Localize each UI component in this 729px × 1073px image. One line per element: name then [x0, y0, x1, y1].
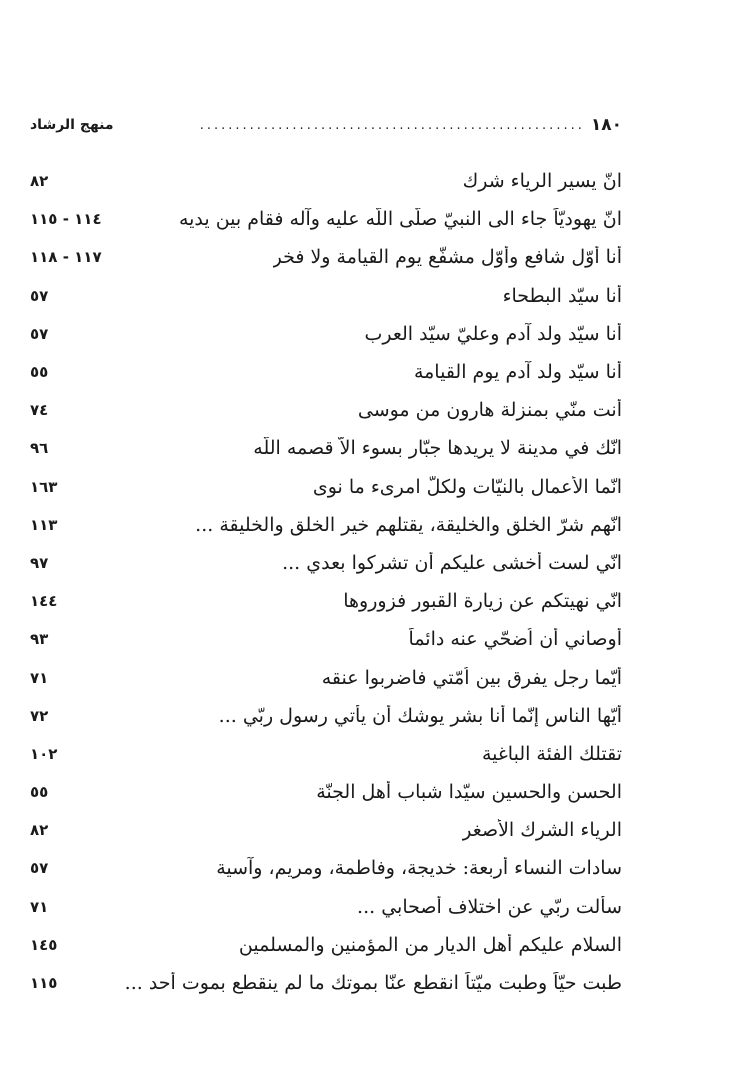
- index-entry: [30, 506, 622, 544]
- entry-page-ref: ٥٧: [30, 324, 49, 343]
- entry-page-ref: ١٠٢: [30, 744, 58, 763]
- leader-dots: ......................................................: [199, 117, 585, 133]
- entry-text: انّ يسير الرياء شرك: [462, 170, 622, 193]
- entry-text: أنا أوّل شافع وأوّل مشفّع يوم القيامة ولا فخر: [272, 246, 622, 269]
- index-entry: [30, 582, 622, 620]
- index-entry: [30, 773, 622, 811]
- index-entry: [30, 162, 622, 200]
- entry-page-ref: ١١٤ - ١١٥: [30, 210, 102, 229]
- index-entry: [30, 697, 622, 735]
- index-entry: [30, 315, 622, 353]
- index-entry: [30, 544, 622, 582]
- entry-page-ref: ٨٢: [30, 172, 49, 191]
- entry-text: الحسن والحسين سيّدا شباب أهل الجنّة: [316, 781, 622, 804]
- entry-text: تقتلك الفئة الباغية: [481, 742, 622, 765]
- index-entry: [30, 964, 622, 1002]
- entry-text: انّي نهيتكم عن زيارة القبور فزوروها: [343, 590, 622, 613]
- index-entry: [30, 468, 622, 506]
- index-entry: [30, 238, 622, 276]
- entry-page-ref: ١١٧ - ١١٨: [30, 248, 102, 267]
- entry-page-ref: ١٤٥: [30, 935, 58, 954]
- entry-text: أنا سيّد ولد آدم يوم القيامة: [413, 361, 622, 384]
- entry-text: سألت ربّي عن اختلاف أصحابي ...: [357, 895, 622, 918]
- index-entry: [30, 658, 622, 696]
- index-entry: [30, 735, 622, 773]
- index-entry: [30, 926, 622, 964]
- entry-text: أنت منّي بمنزلة هارون من موسى: [357, 399, 622, 422]
- index-entry: [30, 811, 622, 849]
- index-entry: [30, 353, 622, 391]
- entry-text: طبت حيّاً وطبت ميّتاً انقطع عنّا بموتك ما لم ينقطع بموت أحد ...: [124, 972, 622, 995]
- entry-page-ref: ١١٥: [30, 974, 58, 993]
- entry-text: الرياء الشرك الأصغر: [462, 819, 622, 842]
- entry-text: أنا سيّد ولد آدم وعليّ سيّد العرب: [364, 322, 622, 345]
- book-title: منهج الرشاد: [30, 117, 114, 133]
- entry-page-ref: ٧٤: [30, 401, 49, 420]
- entry-text: انّك في مدينة لا يريدها جبّار بسوء الاّ قصمه اللّه: [253, 437, 622, 460]
- index-entry: [30, 849, 622, 887]
- entry-text: أوصاني أن اُضحّي عنه دائماً: [408, 628, 622, 651]
- entry-text: انّي لست أخشى عليكم أن تشركوا بعدي ...: [282, 551, 622, 574]
- index-entry: [30, 277, 622, 315]
- entry-page-ref: ٧١: [30, 897, 49, 916]
- index-entry: [30, 888, 622, 926]
- index-list: [30, 162, 622, 1002]
- entry-page-ref: ٥٥: [30, 783, 49, 802]
- entry-text: السلام عليكم أهل الديار من المؤمنين والمسلمين: [238, 933, 622, 956]
- index-entry: [30, 429, 622, 467]
- index-entry: [30, 200, 622, 238]
- entry-text: أيّما رجل يفرق بين اُمّتي فاضربوا عنقه: [321, 666, 622, 689]
- entry-page-ref: ١٤٤: [30, 592, 58, 611]
- entry-text: سادات النساء أربعة: خديجة، وفاطمة، ومريم، وآسية: [216, 857, 622, 880]
- page-number: ١٨٠: [590, 115, 622, 135]
- entry-text: أنا سيّد البطحاء: [502, 284, 622, 307]
- entry-page-ref: ١١٣: [30, 515, 58, 534]
- entry-page-ref: ٩٦: [30, 439, 49, 458]
- entry-page-ref: ٩٣: [30, 630, 49, 649]
- entry-text: انّ يهوديّاً جاء الى النبيّ صلّى اللّه عليه وآله فقام بين يديه: [178, 208, 622, 231]
- entry-page-ref: ٥٧: [30, 286, 49, 305]
- entry-page-ref: ١٦٣: [30, 477, 58, 496]
- entry-text: أيّها الناس إنّما أنا بشر يوشك أن يأتي رسول ربّي ...: [218, 704, 622, 727]
- entry-page-ref: ٧١: [30, 668, 49, 687]
- entry-page-ref: ٥٥: [30, 363, 49, 382]
- index-entry: [30, 620, 622, 658]
- entry-page-ref: ٥٧: [30, 859, 49, 878]
- index-entry: [30, 391, 622, 429]
- entry-text: انّهم شرّ الخلق والخليقة، يقتلهم خير الخلق والخليقة ...: [195, 513, 622, 536]
- entry-text: انّما الأعمال بالنيّات ولكلّ امرىء ما نوى: [312, 475, 622, 498]
- entry-page-ref: ٧٢: [30, 706, 49, 725]
- entry-page-ref: ٩٧: [30, 553, 49, 572]
- entry-page-ref: ٨٢: [30, 821, 49, 840]
- page-header: [30, 112, 622, 138]
